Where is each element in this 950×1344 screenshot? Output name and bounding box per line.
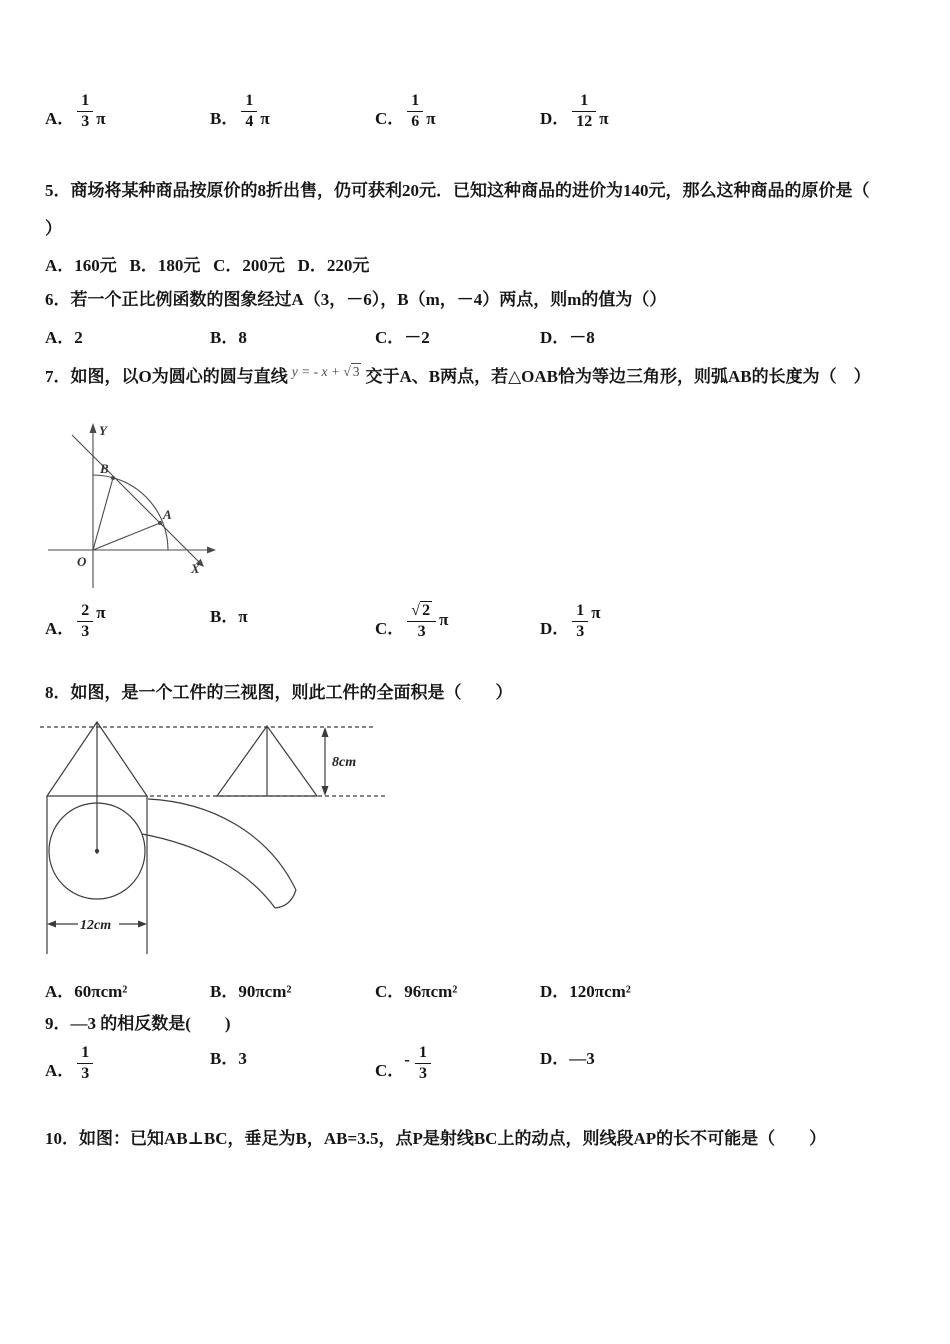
height-arrow-down — [322, 786, 329, 796]
sqrt-radical: √ 3 — [343, 364, 360, 379]
q8-text: 8．如图，是一个工件的三视图，则此工件的全面积是（ ） — [45, 683, 513, 702]
minus-sign: - — [404, 1050, 410, 1070]
q9-text: 9．—3 的相反数是( ) — [45, 1014, 231, 1033]
pi-symbol: π — [439, 610, 449, 630]
q8-option-c: C．96πcm² — [375, 982, 458, 1001]
q8-option-b: B．90πcm² — [210, 982, 292, 1001]
fraction-sqrt: $\frac{√ 2}{3}$ — [407, 602, 436, 641]
option-label: C． — [375, 618, 405, 638]
q6-option-d: D．－8 — [540, 328, 595, 347]
q7-text — [45, 366, 930, 389]
fraction: $\frac{1}{4}$ — [241, 92, 257, 131]
y-axis-arrow — [90, 423, 97, 433]
q7-inline-formula: y = - x + √ 3 — [291, 364, 360, 379]
q4-option-a — [45, 92, 106, 131]
width-arrow-right — [138, 921, 147, 928]
q9-options-row — [45, 1044, 930, 1102]
q7-figure — [40, 420, 250, 595]
fraction: $\frac{1}{3}$ — [77, 1044, 93, 1083]
q8-option-a: A．60πcm² — [45, 982, 128, 1001]
q4-option-c — [375, 92, 436, 131]
q8-options-row — [45, 977, 930, 1003]
point-b — [111, 476, 115, 480]
q10-text: 10．如图：已知AB⊥BC，垂足为B，AB=3.5，点P是射线BC上的动点，则线段AP的长不可能是（ ） — [45, 1129, 827, 1148]
option-label: C． — [375, 1060, 405, 1080]
q7-option-c — [375, 602, 448, 641]
q6-option-b: B．8 — [210, 328, 247, 347]
segment-oa — [93, 523, 160, 550]
q7-option-b: B．π — [210, 607, 248, 626]
origin-label: O — [77, 554, 87, 569]
q7-option-d — [540, 602, 601, 641]
y-axis-label: Y — [99, 423, 107, 438]
option-label: C． — [375, 108, 405, 128]
option-label: D． — [540, 108, 570, 128]
x-axis-label: X — [191, 561, 200, 576]
q4-option-b — [210, 92, 270, 131]
q7-text-post: 交于A、B两点，若△OAB恰为等边三角形，则弧AB的长度为（ ） — [365, 367, 871, 386]
width-dimension-label: 12cm — [80, 918, 112, 933]
point-a-label: A — [163, 507, 172, 522]
q6-options-row — [45, 323, 930, 349]
q4-option-d — [540, 92, 609, 131]
segment-ob — [93, 478, 113, 550]
q9-option-d: D．—3 — [540, 1049, 595, 1068]
circle-arc — [93, 475, 168, 550]
q9-option-c — [375, 1044, 434, 1083]
fraction: $\frac{1}{3}$ — [415, 1044, 431, 1083]
point-b-label: B — [100, 461, 109, 476]
point-a — [158, 521, 162, 525]
circle-center-dot — [95, 849, 99, 853]
fraction: $\frac{1}{12}$ — [572, 92, 596, 131]
q7-option-a — [45, 602, 106, 641]
pi-symbol: π — [96, 108, 106, 128]
transfer-curve-3 — [275, 890, 296, 908]
q7-options-row — [45, 602, 930, 660]
option-label: A． — [45, 108, 75, 128]
option-label: D． — [540, 618, 570, 638]
fraction: $\frac{1}{6}$ — [407, 92, 423, 131]
pi-symbol: π — [260, 108, 270, 128]
q9-option-b: B．3 — [210, 1049, 247, 1068]
height-arrow-up — [322, 727, 329, 737]
height-dimension-label: 8cm — [332, 755, 357, 770]
pi-symbol: π — [426, 108, 436, 128]
q6-text: 6．若一个正比例函数的图象经过A（3，－6），B（m，－4）两点，则m的值为（） — [45, 290, 667, 309]
q9-option-a — [45, 1044, 96, 1083]
q4-options-row — [45, 92, 930, 150]
option-label: A． — [45, 1060, 75, 1080]
fraction: $\frac{2}{3}$ — [77, 602, 93, 641]
option-label: B． — [210, 108, 239, 128]
q8-figure — [40, 714, 420, 972]
pi-symbol: π — [591, 603, 601, 622]
fraction: $\frac{1}{3}$ — [572, 602, 588, 641]
q5-text-line2: ） — [45, 219, 62, 238]
q7-text-pre: 7．如图，以O为圆心的圆与直线 — [45, 367, 288, 386]
transfer-curve-1 — [148, 799, 296, 890]
pi-symbol: π — [599, 108, 609, 128]
fraction: $\frac{1}{3}$ — [77, 92, 93, 131]
q5-options: A．160元 B．180元 C．200元 D．220元 — [45, 256, 370, 275]
q5-text-line1: 5．商场将某种商品按原价的8折出售，仍可获利20元．已知这种商品的进价为140元，那么这种商品的原价是（ — [45, 181, 870, 200]
width-arrow-left — [47, 921, 56, 928]
transfer-curve-2 — [142, 834, 275, 908]
q8-option-d: D．120πcm² — [540, 982, 631, 1001]
x-axis-arrow — [207, 547, 216, 554]
option-label: A． — [45, 618, 75, 638]
sqrt-radical: √ 2 — [411, 602, 431, 619]
pi-symbol: π — [96, 603, 106, 622]
line-graph — [72, 435, 200, 563]
q6-option-c: C．－2 — [375, 328, 430, 347]
q6-option-a: A．2 — [45, 328, 83, 347]
